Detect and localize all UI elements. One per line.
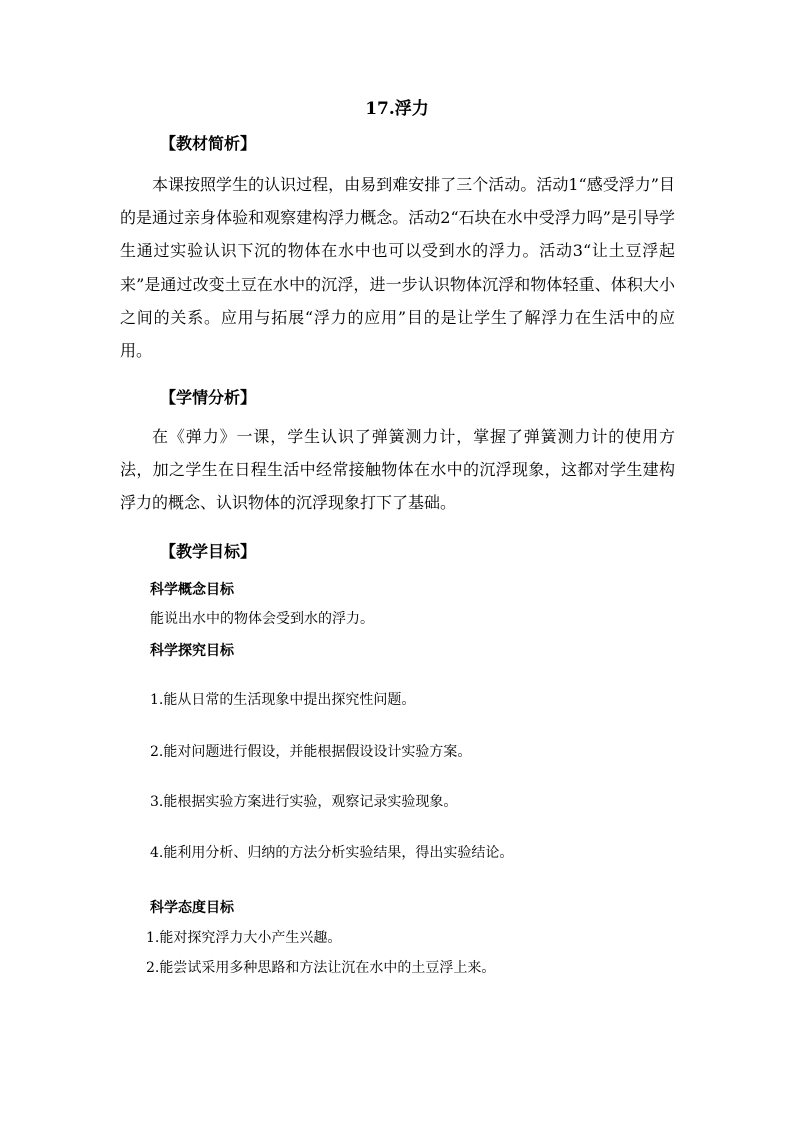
inquiry-goal-item: 1.能从日常的生活现象中提出探究性问题。 [150,692,416,708]
inquiry-goal-item: 4.能利用分析、归纳的方法分析实验结果，得出实验结论。 [150,845,514,861]
inquiry-goal-item: 2.能对问题进行假设，并能根据假设设计实验方案。 [150,744,472,760]
attitude-goal-item: 1.能对探究浮力大小产生兴趣。 [146,930,342,946]
attitude-goal-item: 2.能尝试采用多种思路和方法让沉在水中的土豆浮上来。 [146,960,496,976]
attitude-goal-title: 科学态度目标 [150,900,234,916]
lesson-title: 17.浮力 [365,99,429,119]
textbook-analysis-heading: 【教材简析】 [160,134,257,153]
inquiry-goal-title: 科学探究目标 [150,643,234,659]
learner-analysis-paragraph: 在《弹力》一课，学生认识了弹簧测力计，掌握了弹簧测力计的使用方法，加之学生在日程生活中经常接触物体在水中的沉浮现象，这都对学生建构浮力的概念、认识物体的沉浮现象打下了基础。 [120,427,675,513]
textbook-analysis-paragraph: 本课按照学生的认识过程，由易到难安排了三个活动。活动1“感受浮力”目的是通过亲身体验和观察建构浮力概念。活动2“石块在水中受浮力吗”是引导学生通过实验认识下沉的物体在水中也可以受到水的浮力。活动3“让土豆浮起来”是通过改变土豆在水中的沉浮，进一步认识物体沉浮和物体轻重、体积大小之间的关系。应用与拓展“浮力的应用”目的是让学生了解浮力在生活中的应用。 [120,175,675,361]
concept-goal-text: 能说出水中的物体会受到水的浮力。 [150,611,374,627]
concept-goal-title: 科学概念目标 [150,582,234,598]
learner-analysis-heading: 【学情分析】 [160,388,257,407]
teaching-goals-heading: 【教学目标】 [160,542,257,561]
inquiry-goal-item: 3.能根据实验方案进行实验，观察记录实验现象。 [150,794,458,810]
